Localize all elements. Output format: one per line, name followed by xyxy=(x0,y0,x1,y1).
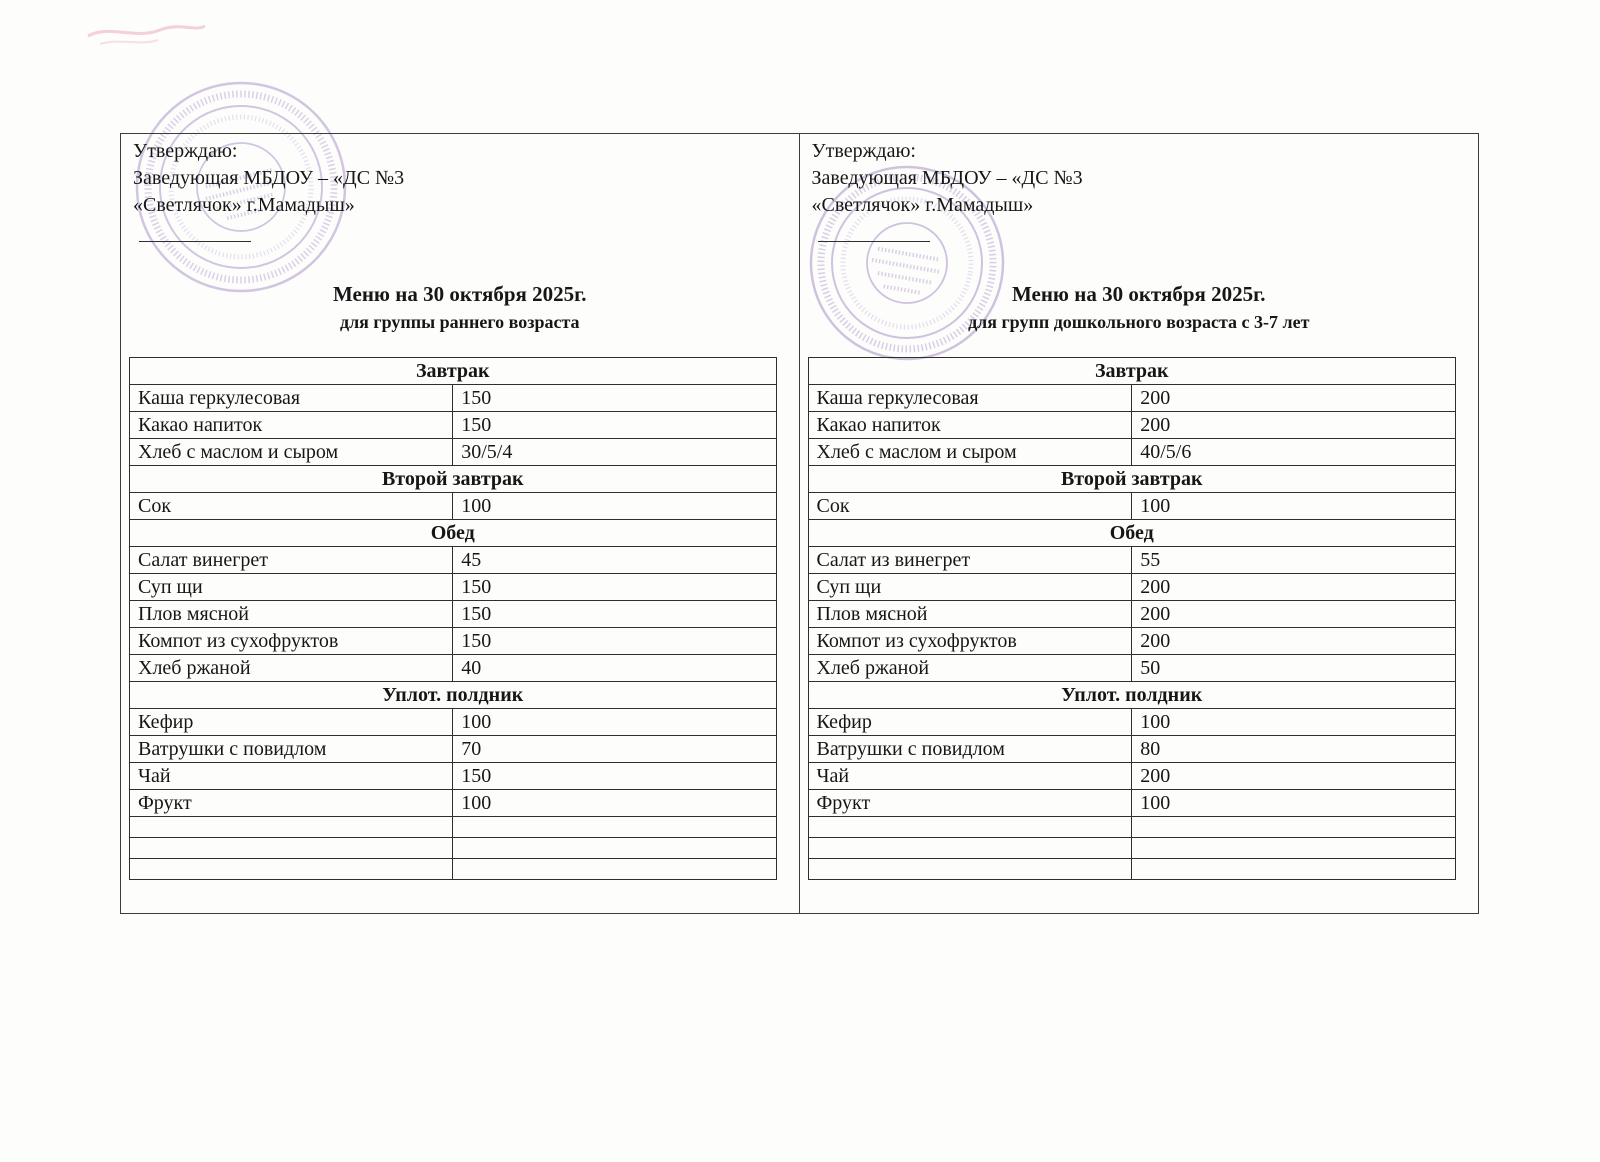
dish-amount: 150 xyxy=(453,412,776,439)
approval-line: «Светлячок» г.Мамадыш» xyxy=(133,194,355,216)
dish-amount: 100 xyxy=(1132,790,1456,817)
section-row xyxy=(808,466,1456,493)
dish-name: Каша геркулесовая xyxy=(130,385,453,412)
section-header: Второй завтрак xyxy=(808,466,1456,493)
empty-row xyxy=(808,859,1456,880)
dish-name: Ватрушки с повидлом xyxy=(130,736,453,763)
approval-line: Заведующая МБДОУ – «ДС №3 xyxy=(133,167,405,189)
empty-row xyxy=(808,817,1456,838)
signature-line xyxy=(818,225,930,242)
dish-amount: 150 xyxy=(453,628,776,655)
menu-title: Меню на 30 октября 2025г. xyxy=(1011,282,1266,306)
dish-amount: 200 xyxy=(1132,574,1456,601)
section-header: Завтрак xyxy=(130,358,777,385)
dish-name: Хлеб с маслом и сыром xyxy=(130,439,453,466)
section-row xyxy=(130,358,777,385)
dish-name: Хлеб ржаной xyxy=(130,655,453,682)
menu-row xyxy=(808,655,1456,682)
menu-row xyxy=(808,709,1456,736)
approval-line: Заведующая МБДОУ – «ДС №3 xyxy=(811,167,1083,189)
section-header: Уплот. полдник xyxy=(808,682,1456,709)
empty-row xyxy=(808,838,1456,859)
dish-name: Суп щи xyxy=(130,574,453,601)
empty-cell xyxy=(1132,859,1456,880)
menu-row xyxy=(808,412,1456,439)
title-block xyxy=(800,282,1479,333)
menu-panel-preschool xyxy=(800,134,1479,913)
section-header: Уплот. полдник xyxy=(130,682,777,709)
dish-name: Хлеб с маслом и сыром xyxy=(808,439,1132,466)
menu-row xyxy=(808,493,1456,520)
section-row xyxy=(130,466,777,493)
empty-cell xyxy=(130,859,453,880)
dish-name: Чай xyxy=(130,763,453,790)
menu-row xyxy=(130,574,777,601)
dish-name: Компот из сухофруктов xyxy=(808,628,1132,655)
dish-name: Чай xyxy=(808,763,1132,790)
menu-row xyxy=(130,628,777,655)
dish-name: Фрукт xyxy=(808,790,1132,817)
dish-name: Какао напиток xyxy=(808,412,1132,439)
dish-amount: 200 xyxy=(1132,385,1456,412)
menu-row xyxy=(808,601,1456,628)
dish-name: Какао напиток xyxy=(130,412,453,439)
section-header: Завтрак xyxy=(808,358,1456,385)
dish-name: Кефир xyxy=(130,709,453,736)
dish-name: Кефир xyxy=(808,709,1132,736)
section-row xyxy=(130,520,777,547)
section-header: Обед xyxy=(808,520,1456,547)
dish-name: Плов мясной xyxy=(130,601,453,628)
approval-line: Утверждаю: xyxy=(811,140,916,162)
dish-amount: 150 xyxy=(453,601,776,628)
dish-amount: 40 xyxy=(453,655,776,682)
dish-amount: 30/5/4 xyxy=(453,439,776,466)
document-frame xyxy=(120,133,1479,914)
dish-name: Ватрушки с повидлом xyxy=(808,736,1132,763)
dish-amount: 45 xyxy=(453,547,776,574)
menu-subtitle: для группы раннего возраста xyxy=(339,312,580,332)
dish-amount: 100 xyxy=(1132,493,1456,520)
empty-row xyxy=(130,859,777,880)
menu-row xyxy=(808,574,1456,601)
menu-row xyxy=(130,709,777,736)
approval-block xyxy=(800,138,1479,242)
empty-row xyxy=(130,817,777,838)
menu-panel-early-age xyxy=(121,134,800,913)
pink-pen-mark xyxy=(80,6,210,51)
menu-row xyxy=(808,547,1456,574)
menu-row xyxy=(130,736,777,763)
menu-row xyxy=(130,763,777,790)
menu-row xyxy=(130,547,777,574)
menu-row xyxy=(808,790,1456,817)
dish-name: Салат из винегрет xyxy=(808,547,1132,574)
menu-title: Меню на 30 октября 2025г. xyxy=(332,282,587,306)
dish-name: Сок xyxy=(130,493,453,520)
menu-subtitle: для групп дошкольного возраста с 3-7 лет xyxy=(968,312,1310,332)
menu-row xyxy=(130,790,777,817)
dish-amount: 100 xyxy=(453,790,776,817)
section-header: Второй завтрак xyxy=(130,466,777,493)
dish-amount: 150 xyxy=(453,574,776,601)
dish-amount: 80 xyxy=(1132,736,1456,763)
dish-amount: 100 xyxy=(453,493,776,520)
menu-row xyxy=(808,763,1456,790)
dish-amount: 150 xyxy=(453,385,776,412)
menu-row xyxy=(130,601,777,628)
empty-cell xyxy=(1132,817,1456,838)
dish-name: Плов мясной xyxy=(808,601,1132,628)
dish-amount: 150 xyxy=(453,763,776,790)
dish-name: Фрукт xyxy=(130,790,453,817)
empty-cell xyxy=(1132,838,1456,859)
approval-line: «Светлячок» г.Мамадыш» xyxy=(811,194,1034,216)
dish-name: Суп щи xyxy=(808,574,1132,601)
dish-name: Хлеб ржаной xyxy=(808,655,1132,682)
dish-amount: 100 xyxy=(1132,709,1456,736)
dish-amount: 100 xyxy=(453,709,776,736)
empty-cell xyxy=(130,838,453,859)
section-row xyxy=(808,358,1456,385)
empty-cell xyxy=(808,817,1132,838)
menu-row xyxy=(130,412,777,439)
dish-name: Сок xyxy=(808,493,1132,520)
menu-row xyxy=(808,628,1456,655)
signature-line xyxy=(139,225,251,242)
empty-cell xyxy=(453,838,776,859)
menu-row xyxy=(808,736,1456,763)
empty-row xyxy=(130,838,777,859)
dish-amount: 55 xyxy=(1132,547,1456,574)
empty-cell xyxy=(808,859,1132,880)
menu-row xyxy=(808,439,1456,466)
empty-cell xyxy=(130,817,453,838)
empty-cell xyxy=(453,859,776,880)
menu-row xyxy=(808,385,1456,412)
menu-row xyxy=(130,655,777,682)
menu-row xyxy=(130,385,777,412)
dish-name: Салат винегрет xyxy=(130,547,453,574)
menu-row xyxy=(130,493,777,520)
menu-row xyxy=(130,439,777,466)
dish-amount: 70 xyxy=(453,736,776,763)
dish-name: Компот из сухофруктов xyxy=(130,628,453,655)
approval-block xyxy=(121,138,799,242)
section-row xyxy=(808,682,1456,709)
dish-name: Каша геркулесовая xyxy=(808,385,1132,412)
dish-amount: 200 xyxy=(1132,412,1456,439)
dish-amount: 200 xyxy=(1132,601,1456,628)
dish-amount: 50 xyxy=(1132,655,1456,682)
dish-amount: 200 xyxy=(1132,763,1456,790)
dish-amount: 40/5/6 xyxy=(1132,439,1456,466)
empty-cell xyxy=(808,838,1132,859)
section-row xyxy=(130,682,777,709)
section-header: Обед xyxy=(130,520,777,547)
section-row xyxy=(808,520,1456,547)
menu-table-early-age xyxy=(129,357,777,880)
empty-cell xyxy=(453,817,776,838)
approval-line: Утверждаю: xyxy=(133,140,238,162)
dish-amount: 200 xyxy=(1132,628,1456,655)
menu-table-preschool xyxy=(808,357,1457,880)
title-block xyxy=(121,282,799,333)
